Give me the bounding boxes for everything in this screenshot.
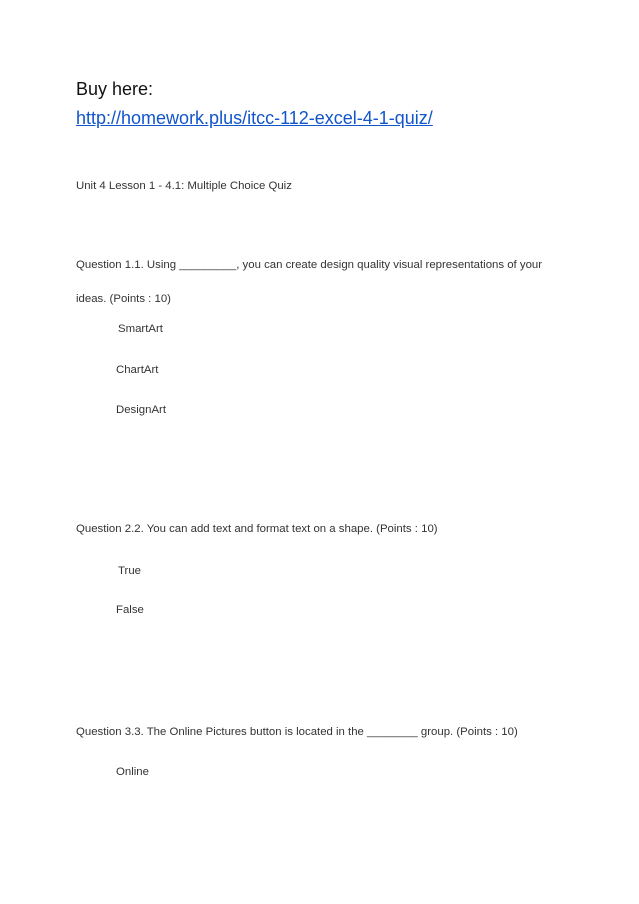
question-3-option-online[interactable]: Online xyxy=(116,766,149,778)
question-3-text: Question 3.3. The Online Pictures button is located in the ________ group. (Points : 10) xyxy=(76,726,518,738)
buy-here-label: Buy here: xyxy=(76,79,154,99)
question-2-text: Question 2.2. You can add text and format text on a shape. (Points : 10) xyxy=(76,523,438,535)
question-2-option-false[interactable]: False xyxy=(116,604,144,616)
question-1-option-designart[interactable]: DesignArt xyxy=(116,404,167,416)
question-1-text: Question 1.1. Using _________, you can create design quality visual representations of your xyxy=(76,259,543,271)
unit-title: Unit 4 Lesson 1 - 4.1: Multiple Choice Quiz xyxy=(76,180,292,192)
question-1-option-chartart[interactable]: ChartArt xyxy=(116,364,159,376)
question-1-text-continued: ideas. (Points : 10) xyxy=(76,293,171,305)
question-2-option-true[interactable]: True xyxy=(118,565,141,577)
question-1-option-smartart[interactable]: SmartArt xyxy=(118,323,163,335)
buy-link[interactable]: http://homework.plus/itcc-112-excel-4-1-quiz/ xyxy=(76,108,433,128)
